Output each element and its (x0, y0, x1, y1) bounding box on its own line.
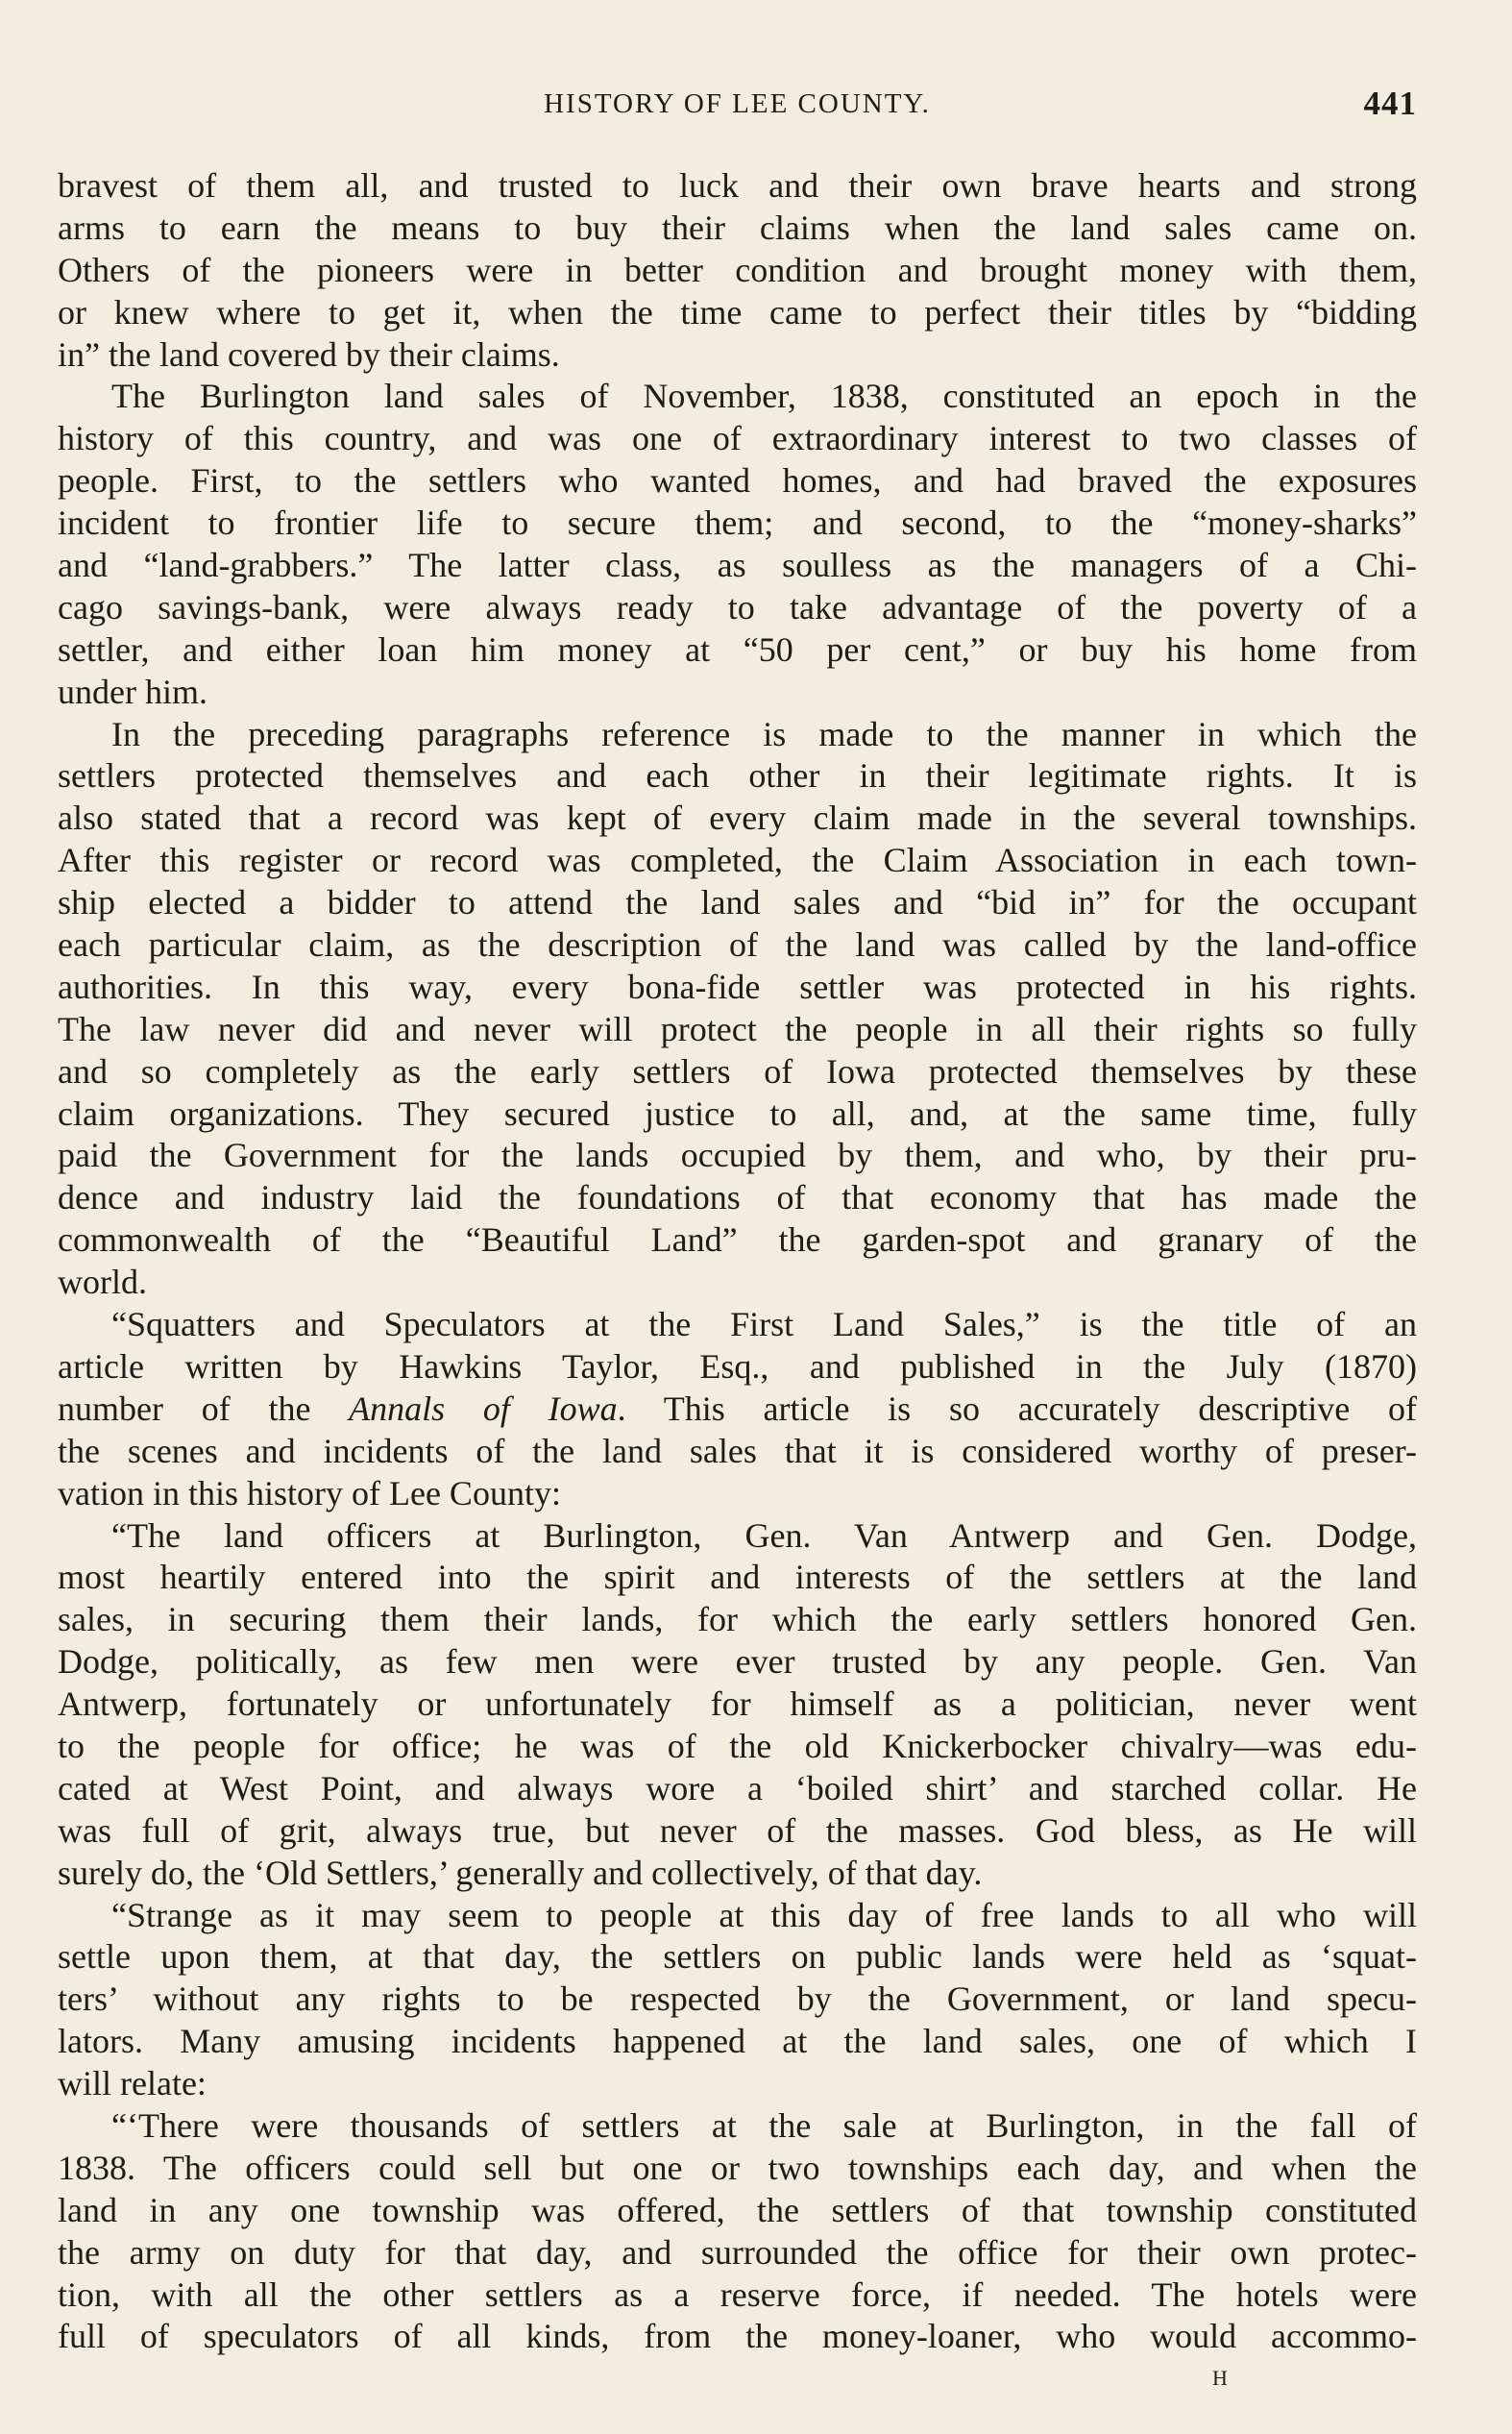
text-line: was full of grit, always true, but never of the masses. God bless, as He will (58, 1810, 1417, 1850)
text-line: vation in this history of Lee County: (58, 1473, 561, 1512)
text-line: “Strange as it may seem to people at this day of free lands to all who will (111, 1895, 1417, 1934)
text-line: lators. Many amusing incidents happened at the land sales, one of which I (58, 2022, 1417, 2061)
body-text (58, 165, 1417, 2358)
text-line: to the people for office; he was of the old Knickerbocker chivalry—was edu- (58, 1726, 1417, 1765)
text-line: commonwealth of the “Beautiful Land” the garden-spot and granary of the (58, 1220, 1417, 1260)
text-line: 1838. The officers could sell but one or two townships each day, and when the (58, 2148, 1417, 2187)
text-line: incident to frontier life to secure them; and second, to the “money-sharks” (58, 504, 1417, 543)
text-line: will relate: (58, 2064, 207, 2103)
text-line: number of the Annals of Iowa. This article is so accurately descriptive of (58, 1389, 1417, 1428)
running-title: HISTORY OF LEE COUNTY. (544, 88, 931, 119)
text-line: settlers protected themselves and each other in their legitimate rights. It is (58, 756, 1417, 796)
text-line: the scenes and incidents of the land sales that it is considered worthy of preser- (58, 1431, 1417, 1470)
text-line: under him. (58, 672, 207, 711)
text-line: article written by Hawkins Taylor, Esq., and published in the July (1870) (58, 1346, 1417, 1386)
text-line: also stated that a record was kept of every claim made in the several townships. (58, 799, 1417, 838)
text-line: tion, with all the other settlers as a reserve force, if needed. The hotels were (58, 2274, 1417, 2314)
text-line: settle upon them, at that day, the settlers on public lands were held as ‘squat- (58, 1937, 1417, 1977)
text-line: surely do, the ‘Old Settlers,’ generally and collectively, of that day. (58, 1853, 983, 1892)
text-line: Antwerp, fortunately or unfortunately for himself as a politician, never went (58, 1684, 1417, 1724)
text-line: most heartily entered into the spirit and interests of the settlers at the land (58, 1558, 1417, 1597)
text-line: or knew where to get it, when the time came to perfect their titles by “bidding (58, 292, 1417, 332)
text-line: Dodge, politically, as few men were ever trusted by any people. Gen. Van (58, 1642, 1417, 1682)
text-line: In the preceding paragraphs reference is made to the manner in which the (111, 714, 1417, 753)
text-line: Others of the pioneers were in better condition and brought money with them, (58, 250, 1417, 289)
text-line: bravest of them all, and trusted to luck and their own brave hearts and strong (58, 166, 1417, 205)
text-line: “Squatters and Speculators at the First Land Sales,” is the title of an (111, 1305, 1417, 1344)
text-line: “‘There were thousands of settlers at the sale at Burlington, in the fall of (111, 2105, 1417, 2145)
text-line: history of this country, and was one of extraordinary interest to two classes of (58, 419, 1417, 458)
text-line: arms to earn the means to buy their claims when the land sales came on. (58, 208, 1417, 247)
text-line: ship elected a bidder to attend the land sales and “bid in” for the occupant (58, 883, 1417, 922)
text-line: settler, and either loan him money at “50 per cent,” or buy his home from (58, 629, 1417, 669)
text-line: land in any one township was offered, the settlers of that township constituted (58, 2190, 1417, 2229)
text-line: ters’ without any rights to be respected by the Government, or land specu- (58, 1979, 1417, 2019)
text-line: dence and industry laid the foundations of that economy that has made the (58, 1178, 1417, 1217)
text-line: The law never did and never will protect the people in all their rights so fully (58, 1009, 1417, 1048)
text-line: and “land-grabbers.” The latter class, as soulless as the managers of a Chi- (58, 546, 1417, 585)
text-line: authorities. In this way, every bona-fide settler was protected in his rights. (58, 967, 1417, 1006)
text-line: cated at West Point, and always wore a ‘boiled shirt’ and starched collar. He (58, 1768, 1417, 1807)
text-line: in” the land covered by their claims. (58, 334, 560, 374)
text-line: paid the Government for the lands occupied by them, and who, by their pru- (58, 1136, 1417, 1175)
text-line: The Burlington land sales of November, 1838, constituted an epoch in the (111, 377, 1417, 416)
text-line: “The land officers at Burlington, Gen. Van Antwerp and Gen. Dodge, (111, 1515, 1417, 1555)
text-line: people. First, to the settlers who wanted homes, and had braved the exposures (58, 461, 1417, 501)
signature-mark: H (1212, 2366, 1228, 2390)
text-line: each particular claim, as the description of the land was called by the land-office (58, 925, 1417, 965)
page-header (58, 85, 1417, 135)
text-line: sales, in securing them their lands, for which the early settlers honored Gen. (58, 1600, 1417, 1639)
text-line: and so completely as the early settlers of Iowa protected themselves by these (58, 1051, 1417, 1091)
text-line: cago savings-bank, were always ready to take advantage of the poverty of a (58, 587, 1417, 627)
text-line: world. (58, 1263, 147, 1302)
text-line: After this register or record was completed, the Claim Association in each town- (58, 841, 1417, 880)
text-line: the army on duty for that day, and surrounded the office for their own protec- (58, 2232, 1417, 2272)
text-line: full of speculators of all kinds, from the money-loaner, who would accommo- (58, 2317, 1417, 2356)
text-line: claim organizations. They secured justice to all, and, at the same time, fully (58, 1094, 1417, 1133)
page-number: 441 (1363, 85, 1417, 122)
